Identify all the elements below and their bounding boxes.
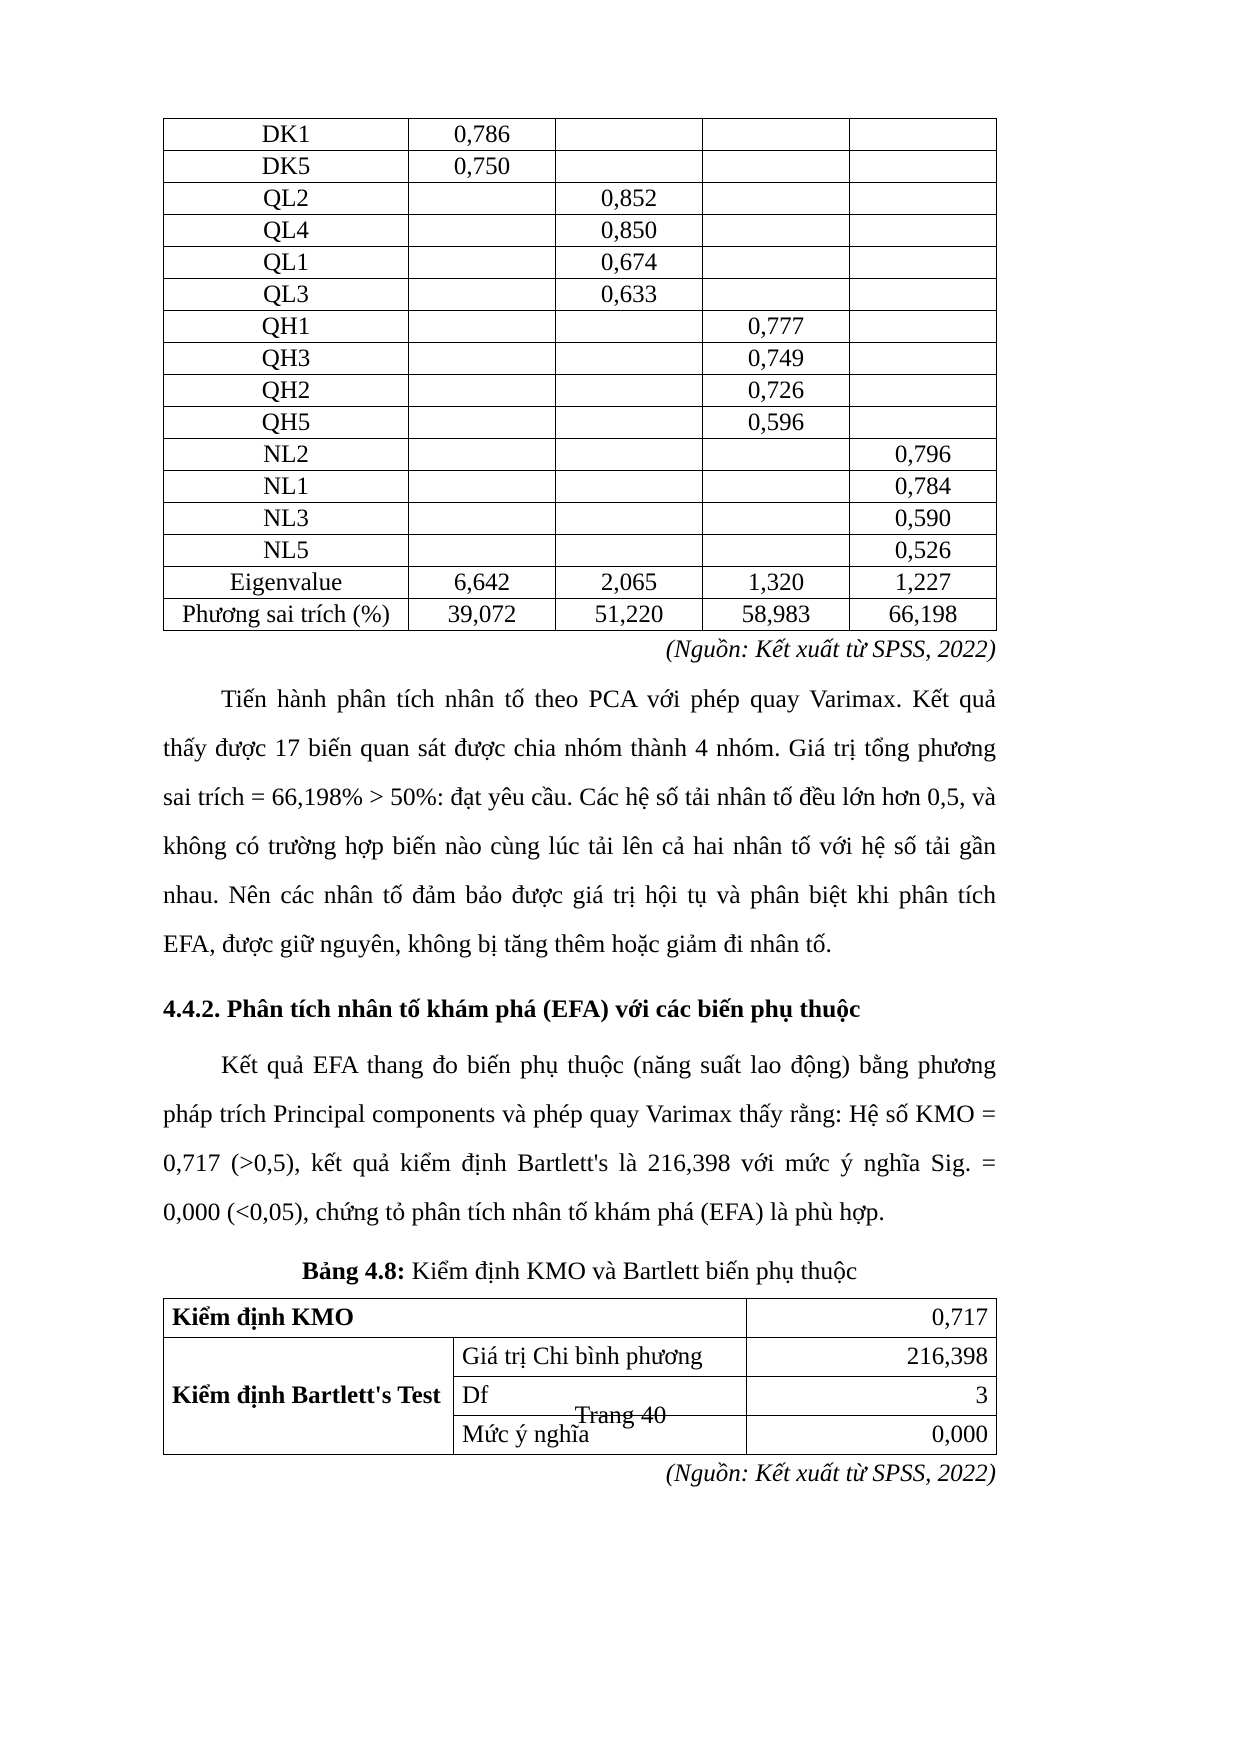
cell-variable: DK1 — [164, 119, 409, 151]
cell-factor-2 — [556, 503, 703, 535]
cell-stat-label: Df — [454, 1376, 747, 1415]
table-row — [164, 311, 997, 343]
table-row-kmo — [164, 1298, 997, 1337]
cell-factor-4: 0,784 — [850, 471, 997, 503]
cell-factor-4 — [850, 407, 997, 439]
table-row — [164, 247, 997, 279]
cell-variable: DK5 — [164, 151, 409, 183]
cell-factor-2 — [556, 151, 703, 183]
table-row — [164, 535, 997, 567]
cell-kmo-value: 0,717 — [747, 1298, 997, 1337]
cell-factor-1 — [409, 439, 556, 471]
caption-label: Bảng 4.8: — [301, 1255, 406, 1285]
cell-factor-3 — [703, 119, 850, 151]
cell-factor-2: 0,852 — [556, 183, 703, 215]
cell-factor-1 — [409, 279, 556, 311]
cell-factor-1: 0,750 — [409, 151, 556, 183]
source-note-kmo-table: (Nguồn: Kết xuất từ SPSS, 2022) — [665, 1459, 996, 1487]
table-row — [164, 439, 997, 471]
cell-factor-4 — [850, 183, 997, 215]
cell-factor-2: 0,633 — [556, 279, 703, 311]
table-row — [164, 151, 997, 183]
paragraph-efa-analysis: Tiến hành phân tích nhân tố theo PCA với phép quay Varimax. Kết quả thấy được 17 biến quan sát được chia nhóm thành 4 nhóm. Giá trị tổng phương sai trích = 66,198% > 50%: đạt yêu cầu. Các hệ số tải nhân tố đều lớn hơn 0,5, và không có trường hợp biến nào cùng lúc tải lên cả hai nhân tố với hệ số tải gần nhau. Nên các nhân tố đảm bảo được giá trị hội tụ và phân biệt khi phân tích EFA, được giữ nguyên, không bị tăng thêm hoặc giảm đi nhân tố. — [163, 684, 996, 958]
cell-factor-3 — [703, 279, 850, 311]
cell-factor-4: 1,227 — [850, 567, 997, 599]
cell-factor-4 — [850, 375, 997, 407]
paragraph-efa-dependent: Kết quả EFA thang đo biến phụ thuộc (năng suất lao động) bằng phương pháp trích Principal components và phép quay Varimax thấy rằng: Hệ số KMO = 0,717 (>0,5), kết quả kiểm định Bartlett's là 216,398 với mức ý nghĩa Sig. = 0,000 (<0,05), chứng tỏ phân tích nhân tố khám phá (EFA) là phù hợp. — [163, 1050, 996, 1227]
cell-factor-2 — [556, 375, 703, 407]
cell-stat-label: Mức ý nghĩa — [454, 1415, 747, 1454]
cell-factor-3: 0,726 — [703, 375, 850, 407]
cell-variable: Phương sai trích (%) — [164, 599, 409, 631]
cell-bartlett-label: Kiểm định Bartlett's Test — [164, 1337, 454, 1454]
cell-factor-1 — [409, 215, 556, 247]
table-row — [164, 183, 997, 215]
cell-factor-2: 0,850 — [556, 215, 703, 247]
cell-factor-1 — [409, 535, 556, 567]
kmo-table-body — [164, 1298, 997, 1454]
cell-factor-3: 0,749 — [703, 343, 850, 375]
cell-factor-1 — [409, 343, 556, 375]
page-footer: Trang 40 — [574, 1400, 667, 1429]
cell-factor-1 — [409, 471, 556, 503]
cell-stat-value: 216,398 — [747, 1337, 997, 1376]
section-heading-4-4-2: 4.4.2. Phân tích nhân tố khám phá (EFA) với các biến phụ thuộc — [163, 993, 861, 1023]
cell-factor-3 — [703, 471, 850, 503]
efa-factor-loading-table — [163, 118, 997, 631]
cell-factor-2 — [556, 535, 703, 567]
cell-factor-1: 0,786 — [409, 119, 556, 151]
kmo-bartlett-table — [163, 1298, 997, 1455]
cell-factor-4 — [850, 343, 997, 375]
cell-variable: NL2 — [164, 439, 409, 471]
cell-factor-1 — [409, 503, 556, 535]
cell-factor-1: 39,072 — [409, 599, 556, 631]
table-row — [164, 343, 997, 375]
cell-factor-1 — [409, 247, 556, 279]
cell-factor-1 — [409, 311, 556, 343]
cell-factor-4 — [850, 247, 997, 279]
cell-factor-3 — [703, 215, 850, 247]
cell-variable: NL5 — [164, 535, 409, 567]
efa-table-body — [164, 119, 997, 631]
cell-kmo-label: Kiểm định KMO — [164, 1298, 747, 1337]
cell-variable: QH1 — [164, 311, 409, 343]
cell-factor-2 — [556, 471, 703, 503]
cell-factor-3: 0,777 — [703, 311, 850, 343]
table-row — [164, 407, 997, 439]
table-row — [164, 471, 997, 503]
cell-factor-3 — [703, 439, 850, 471]
cell-variable: QL4 — [164, 215, 409, 247]
table-caption-bang-4-8 — [163, 1251, 996, 1292]
cell-variable: QH3 — [164, 343, 409, 375]
cell-variable: QH5 — [164, 407, 409, 439]
cell-variable: QL3 — [164, 279, 409, 311]
source-note-efa-table: (Nguồn: Kết xuất từ SPSS, 2022) — [665, 636, 996, 663]
table-row — [164, 279, 997, 311]
cell-factor-4: 0,590 — [850, 503, 997, 535]
cell-factor-4 — [850, 215, 997, 247]
table-row — [164, 119, 997, 151]
cell-factor-2 — [556, 439, 703, 471]
cell-stat-value: 3 — [747, 1376, 997, 1415]
cell-factor-3 — [703, 247, 850, 279]
cell-factor-2 — [556, 119, 703, 151]
cell-factor-3: 0,596 — [703, 407, 850, 439]
table-row-eigenvalue — [164, 567, 997, 599]
cell-factor-2 — [556, 311, 703, 343]
cell-factor-1: 6,642 — [409, 567, 556, 599]
cell-factor-4 — [850, 151, 997, 183]
cell-factor-3: 58,983 — [703, 599, 850, 631]
cell-factor-4: 0,796 — [850, 439, 997, 471]
cell-variable: QL2 — [164, 183, 409, 215]
cell-factor-3: 1,320 — [703, 567, 850, 599]
cell-factor-2 — [556, 407, 703, 439]
table-row — [164, 503, 997, 535]
cell-factor-2 — [556, 343, 703, 375]
cell-factor-2: 0,674 — [556, 247, 703, 279]
table-row — [164, 215, 997, 247]
cell-factor-3 — [703, 535, 850, 567]
caption-text: Kiểm định KMO và Bartlett biến phụ thuộc — [405, 1255, 858, 1285]
cell-factor-4 — [850, 311, 997, 343]
cell-stat-value: 0,000 — [747, 1415, 997, 1454]
table-row-chi-square — [164, 1337, 997, 1376]
cell-factor-2: 51,220 — [556, 599, 703, 631]
table-row — [164, 375, 997, 407]
cell-variable: QL1 — [164, 247, 409, 279]
cell-factor-4 — [850, 279, 997, 311]
cell-stat-label: Giá trị Chi bình phương — [454, 1337, 747, 1376]
cell-factor-1 — [409, 375, 556, 407]
cell-factor-1 — [409, 407, 556, 439]
cell-variable: QH2 — [164, 375, 409, 407]
cell-factor-4 — [850, 119, 997, 151]
cell-factor-1 — [409, 183, 556, 215]
cell-variable: NL3 — [164, 503, 409, 535]
cell-factor-3 — [703, 151, 850, 183]
cell-variable: NL1 — [164, 471, 409, 503]
cell-factor-3 — [703, 183, 850, 215]
cell-factor-2: 2,065 — [556, 567, 703, 599]
cell-variable: Eigenvalue — [164, 567, 409, 599]
cell-factor-3 — [703, 503, 850, 535]
table-row-variance-explained — [164, 599, 997, 631]
cell-factor-4: 66,198 — [850, 599, 997, 631]
cell-factor-4: 0,526 — [850, 535, 997, 567]
